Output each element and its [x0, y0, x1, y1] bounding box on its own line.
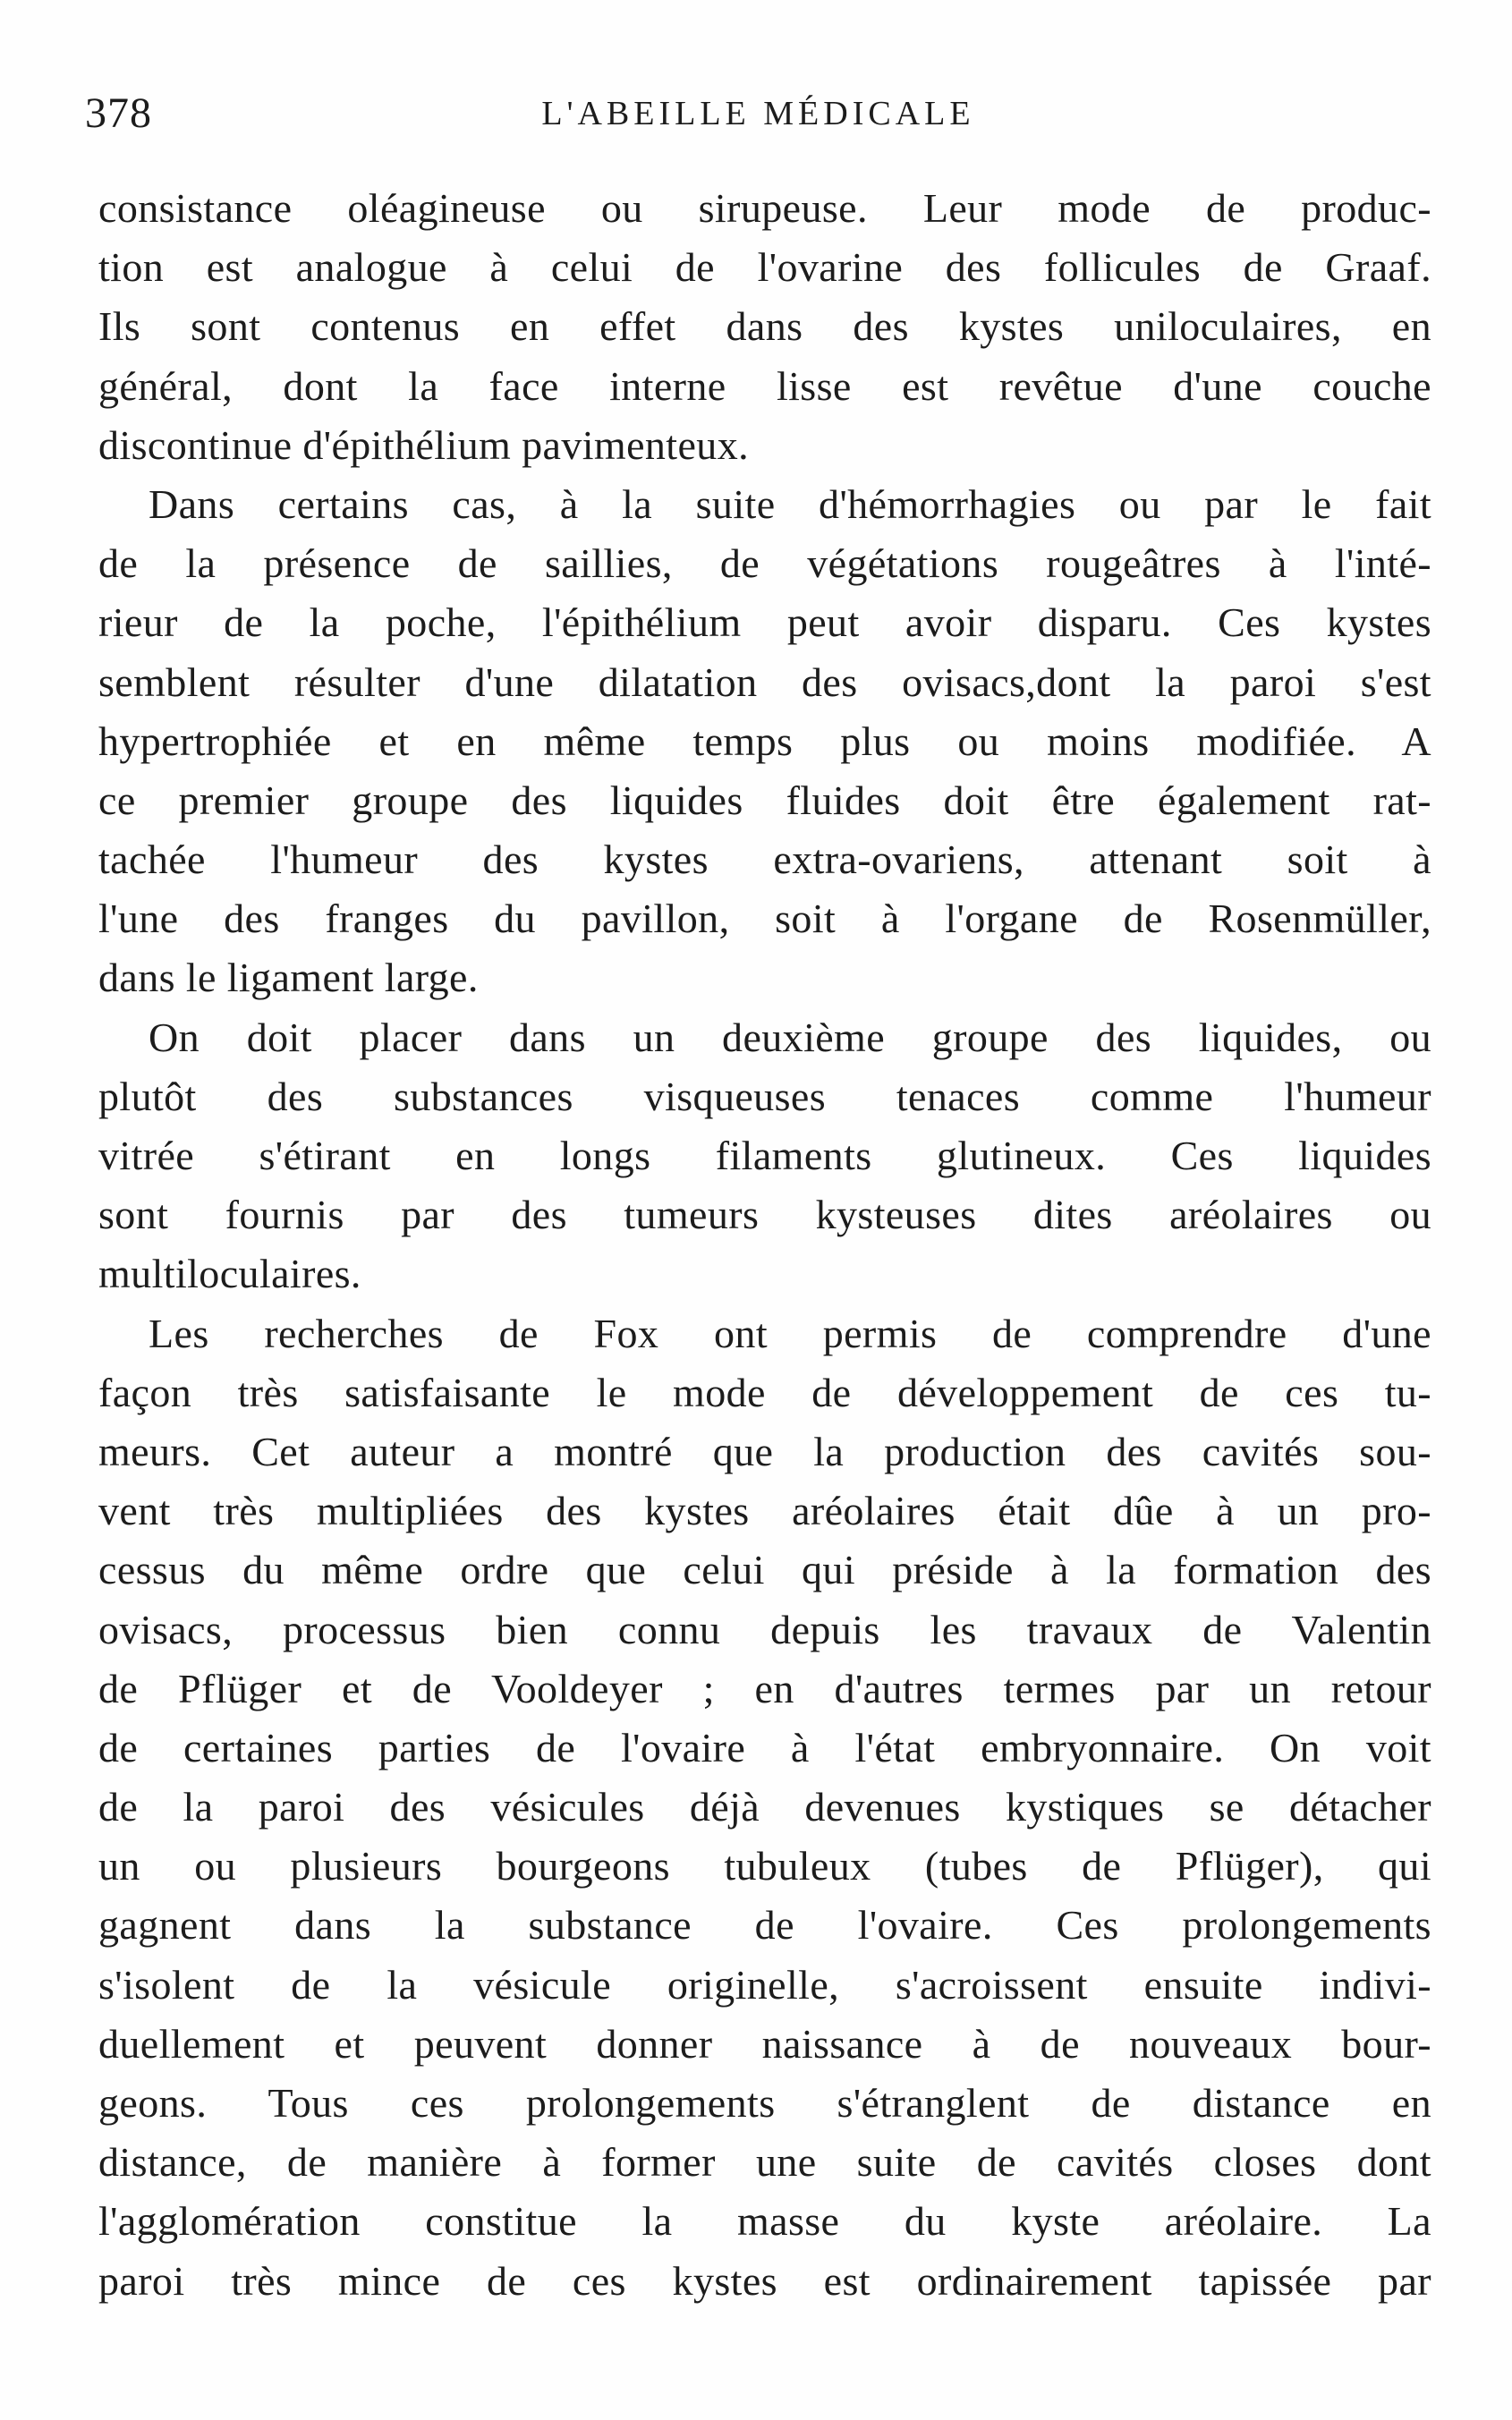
text-line: Ils sont contenus en effet dans des kystes uniloculaires, en — [98, 303, 1431, 350]
text-line: rieur de la poche, l'épithélium peut avoir disparu. Ces kystes — [98, 599, 1431, 646]
text-line: cessus du même ordre que celui qui préside à la formation des — [98, 1547, 1431, 1593]
text-line: paroi très mince de ces kystes est ordinairement tapissée par — [98, 2257, 1431, 2304]
text-line: vent très multipliées des kystes aréolaires était dûe à un pro- — [98, 1488, 1431, 1534]
text-line: consistance oléagineuse ou sirupeuse. Leur mode de produc- — [98, 185, 1431, 231]
body-text — [98, 179, 1431, 2311]
text-line: de Pflüger et de Vooldeyer ; en d'autres termes par un retour — [98, 1665, 1431, 1711]
page-number: 378 — [85, 89, 152, 137]
text-line: vitrée s'étirant en longs filaments glutineux. Ces liquides — [98, 1133, 1431, 1178]
text-line: Dans certains cas, à la suite d'hémorrhagies ou par le fait — [149, 480, 1431, 527]
text-line: l'une des franges du pavillon, soit à l'organe de Rosenmüller, — [98, 896, 1431, 942]
text-line: gagnent dans la substance de l'ovaire. Ces prolongements — [98, 1902, 1431, 1949]
text-line: geons. Tous ces prolongements s'étranglent de distance en — [98, 2080, 1431, 2126]
text-line: sont fournis par des tumeurs kysteuses dites aréolaires ou — [98, 1192, 1431, 1238]
text-line: meurs. Cet auteur a montré que la production des cavités sou- — [98, 1428, 1431, 1474]
text-line: distance, de manière à former une suite de cavités closes dont — [98, 2139, 1431, 2186]
text-line: tion est analogue à celui de l'ovarine des follicules de Graaf. — [98, 244, 1431, 291]
text-line: duellement et peuvent donner naissance à de nouveaux bour- — [98, 2020, 1431, 2067]
text-line: multiloculaires. — [98, 1251, 361, 1297]
text-line: de la présence de saillies, de végétations rougeâtres à l'inté- — [98, 540, 1431, 587]
text-line: l'agglomération constitue la masse du kyste aréolaire. La — [98, 2198, 1431, 2245]
text-line: s'isolent de la vésicule originelle, s'acroissent ensuite indivi- — [98, 1961, 1431, 2008]
text-line: semblent résulter d'une dilatation des ovisacs,dont la paroi s'est — [98, 658, 1431, 705]
text-line: ce premier groupe des liquides fluides doit être également rat- — [98, 777, 1431, 823]
text-line: tachée l'humeur des kystes extra-ovariens, attenant soit à — [98, 836, 1431, 883]
text-line: ovisacs, processus bien connu depuis les travaux de Valentin — [98, 1606, 1431, 1652]
text-line: façon très satisfaisante le mode de développement de ces tu- — [98, 1369, 1431, 1415]
text-line: Les recherches de Fox ont permis de comprendre d'une — [149, 1310, 1431, 1356]
text-line: dans le ligament large. — [98, 955, 479, 1001]
page-header — [85, 82, 1431, 145]
text-line: plutôt des substances visqueuses tenaces comme l'humeur — [98, 1073, 1431, 1119]
text-line: On doit placer dans un deuxième groupe des liquides, ou — [149, 1014, 1431, 1060]
text-line: hypertrophiée et en même temps plus ou moins modifiée. A — [98, 718, 1431, 764]
text-line: de la paroi des vésicules déjà devenues kystiques se détacher — [98, 1784, 1431, 1830]
text-line: un ou plusieurs bourgeons tubuleux (tubes de Pflüger), qui — [98, 1843, 1431, 1889]
text-line: de certaines parties de l'ovaire à l'état embryonnaire. On voit — [98, 1724, 1431, 1770]
running-title: L'ABEILLE MÉDICALE — [541, 95, 975, 132]
text-line: discontinue d'épithélium pavimenteux. — [98, 421, 749, 468]
text-line: général, dont la face interne lisse est revêtue d'une couche — [98, 362, 1431, 409]
